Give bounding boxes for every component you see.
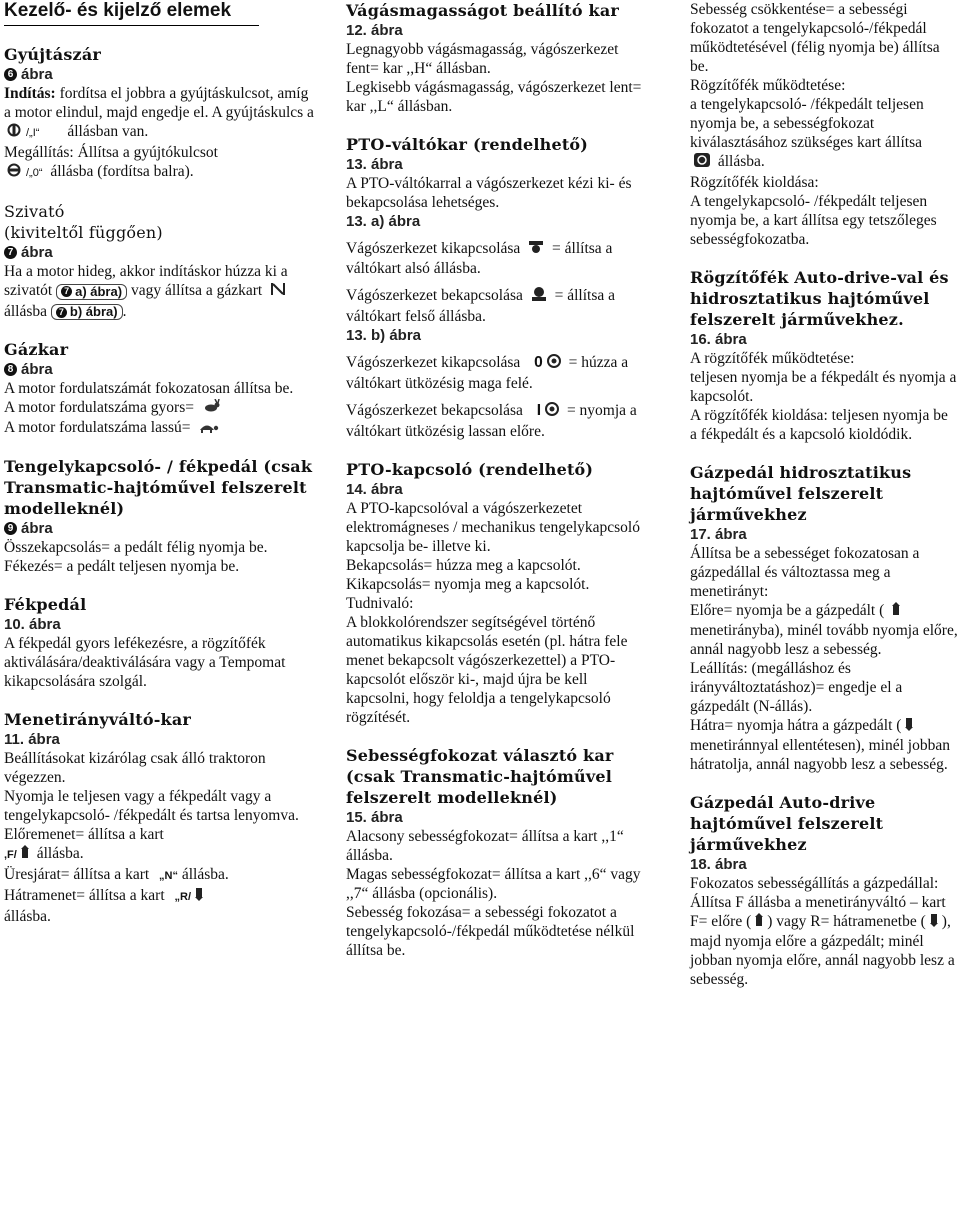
figure-ref-14: 14. ábra xyxy=(346,480,403,498)
section-heading-gear-lever: Sebességfokozat választó kar (csak Transmatic-hajtóművel felszerelt modelleknél) xyxy=(346,745,614,807)
figure-number-badge: 9 xyxy=(4,522,17,535)
paragraph-engage: teljesen nyomja be a fékpedált és nyomja a kapcsolót. xyxy=(690,369,957,405)
paragraph-switch-on: Bekapcsolás= húzza meg a kapcsolót. xyxy=(346,556,581,574)
paragraph-engage: Összekapcsolás= a pedált félig nyomja be. xyxy=(4,538,268,556)
one-position-label: I xyxy=(536,402,542,419)
paragraph-pto-off xyxy=(346,239,646,278)
figure-ref-13b: 13. b) ábra xyxy=(346,326,422,344)
text: ) vagy R= hátramenetbe ( xyxy=(767,912,926,930)
paragraph-press-pedal: Nyomja le teljesen vagy a fékpedált vagy a tengelykapcsoló- /fékpedált és tartsa lenyomva. xyxy=(4,787,299,824)
text: A motor fordulatszáma lassú= xyxy=(4,418,191,436)
paragraph-pto-push xyxy=(346,401,646,441)
paragraph-throttle: A motor fordulatszámát fokozatosan állítsa be. xyxy=(4,380,294,397)
paragraph-slow-down: Sebesség csökkentése= a sebességi fokozatot a tengelykapcsoló-/fékpedál működtetésével (félig nyomja be) állítsa be. xyxy=(690,1,940,75)
figure-label: ábra xyxy=(21,66,53,83)
bold-label: Indítás: xyxy=(4,85,56,102)
text: = állítsa a váltókart alsó állásba. xyxy=(346,240,613,277)
section-heading-choke-sub: (kiviteltől függően) xyxy=(4,223,163,242)
text: Vágószerkezet kikapcsolása xyxy=(346,354,521,371)
figure-number-badge: 7 xyxy=(4,246,17,259)
paragraph-choke xyxy=(4,262,314,321)
cutter-off-icon xyxy=(527,240,545,259)
reverse-position-icon: „R/ xyxy=(174,890,192,903)
text: ( xyxy=(879,602,889,619)
paragraph-engage-label: A rögzítőfék működtetése: xyxy=(690,350,855,367)
paragraph-note: A blokkolórendszer segítségével történő automatikus kikapcsolás esetén (pl. hátra fele menet bekapcsolt vágószerkezettel) a PTO-kapcsolót először ki-, majd újra be kell kapcsolni, hogy feloldja a tengelykapcsoló rögzítését. xyxy=(346,613,628,726)
forward-position-icon: ,F/ xyxy=(4,848,17,861)
paragraph-note-label: Tudnivaló: xyxy=(346,594,414,612)
paragraph-slow xyxy=(4,418,314,438)
forward-tractor-icon xyxy=(20,845,30,864)
column-1 xyxy=(4,0,314,926)
paragraph-release-auto: A rögzítőfék kioldása: teljesen nyomja be a fékpedált és a kapcsoló kioldódik. xyxy=(690,407,948,443)
key-on-icon-text: /„I“ xyxy=(26,127,40,139)
paragraph-release: A tengelykapcsoló- /fékpedált teljesen nyomja be, a kart állítsa egy tetszőleges sebességfokozatba. xyxy=(690,193,937,248)
paragraph-stop: Leállítás: (megálláshoz és irányváltoztatáshoz)= engedje el a gázpedált (N-állás). xyxy=(690,659,903,715)
figure-pill-label: a) ábra) xyxy=(75,283,123,299)
figure-ref-17: 17. ábra xyxy=(690,526,747,543)
cutter-on-icon xyxy=(530,286,548,307)
paragraph-reverse xyxy=(690,716,958,774)
paragraph-neutral xyxy=(4,865,314,886)
text: állásba. xyxy=(36,844,84,862)
paragraph-forward: Előremenet= állítsa a kart xyxy=(4,825,164,843)
figure-pill-7a xyxy=(56,284,127,300)
paragraph-release-label: Rögzítőfék kioldása: xyxy=(690,174,819,191)
key-off-icon-text: /„0“ xyxy=(26,167,43,179)
text: állásba (fordítsa balra). xyxy=(50,163,194,180)
paragraph-braking: Fékezés= a pedált teljesen nyomja be. xyxy=(4,557,240,575)
paragraph-forward xyxy=(690,601,958,659)
paragraph-min-height: Legkisebb vágásmagasság, vágószerkezet lent= kar ,,L“ állásban. xyxy=(346,79,642,115)
figure-label: ábra xyxy=(21,519,53,537)
forward-tractor-icon xyxy=(891,602,901,621)
figure-ref-13a: 13. a) ábra xyxy=(346,213,421,230)
section-heading-choke: Szivató xyxy=(4,202,65,221)
text: Vágószerkezet kikapcsolása xyxy=(346,240,521,257)
figure-number-badge: 7 xyxy=(61,286,72,297)
figure-ref-9 xyxy=(4,519,314,538)
key-off-icon xyxy=(7,163,23,182)
paragraph-max-height: Legnagyobb vágásmagasság, vágószerkezet fent= kar ,,H“ állásban. xyxy=(346,41,619,77)
reverse-tractor-icon xyxy=(904,717,914,736)
turtle-icon xyxy=(197,419,219,438)
paragraph-fast xyxy=(4,398,314,418)
figure-ref-15: 15. ábra xyxy=(346,808,403,826)
paragraph-parking-brake: Rögzítőfék működtetése: xyxy=(690,77,846,94)
figure-ref-16: 16. ábra xyxy=(690,331,747,348)
text: = nyomja a váltókart ütközésig lassan előre. xyxy=(346,402,637,440)
text: állásba xyxy=(4,303,48,320)
section-heading-ignition: Gyújtászár xyxy=(4,45,102,64)
text: vagy állítsa a gázkart xyxy=(130,282,263,300)
paragraph-forward-icon xyxy=(4,844,314,865)
paragraph-switch-off: Kikapcsolás= nyomja meg a kapcsolót. xyxy=(346,575,590,593)
page-title: Kezelő- és kijelző elemek xyxy=(4,0,259,26)
text: fordítsa el jobbra a gyújtáskulcsot, amíg a motor elindul, majd engedje el. A gyújtáskulcs a xyxy=(4,85,314,121)
paragraph-hydro-intro: Állítsa be a sebességet fokozatosan a gázpedállal és változtassa meg a menetirányt: xyxy=(690,545,920,600)
text: ), majd nyomja előre a gázpedált; minél jobban nyomja előre, annál nagyobb lesz a sebesség. xyxy=(690,912,955,988)
column-2 xyxy=(346,0,646,960)
paragraph-stationary: Beállításokat kizárólag csak álló traktoron végezzen. xyxy=(4,749,266,786)
figure-ref-18: 18. ábra xyxy=(690,855,747,873)
figure-ref-8 xyxy=(4,360,314,379)
figure-number-badge: 8 xyxy=(4,363,17,376)
paragraph-pto-pull xyxy=(346,353,646,393)
section-heading-pto-switch: PTO-kapcsoló (rendelhető) xyxy=(346,459,594,479)
text: Ha a motor hideg, akkor indításkor húzza ki a szivatót xyxy=(4,263,288,300)
blade-gear-icon xyxy=(544,401,560,422)
figure-label: ábra xyxy=(21,361,53,378)
text: Előre= nyomja be a gázpedált xyxy=(690,602,876,619)
figure-number-badge: 7 xyxy=(56,307,67,318)
paragraph-pto-switch: A PTO-kapcsolóval a vágószerkezetet elektromágneses / mechanikus tengelykapcsoló kapcsolja be- illetve ki. xyxy=(346,499,640,555)
figure-ref-13: 13. ábra xyxy=(346,156,403,173)
section-heading-pto-lever: PTO-váltókar (rendelhető) xyxy=(346,135,589,154)
paragraph-auto-detail xyxy=(690,893,958,989)
paragraph-position-off xyxy=(4,162,314,183)
key-on-icon xyxy=(7,123,23,142)
figure-ref-10: 10. ábra xyxy=(4,615,61,633)
section-heading-direction-lever: Menetirányváltó-kar xyxy=(4,709,192,729)
neutral-position-icon: „N“ xyxy=(159,869,178,882)
section-heading-hydro-pedal: Gázpedál hidrosztatikus hajtóművel felszerelt járművekhez xyxy=(690,463,912,524)
figure-ref-12: 12. ábra xyxy=(346,22,403,39)
paragraph-start xyxy=(4,84,314,122)
reverse-tractor-icon xyxy=(194,887,204,906)
paragraph-stop: Megállítás: Állítsa a gyújtókulcsot xyxy=(4,144,218,161)
zero-position-label: 0 xyxy=(534,354,543,371)
paragraph-low-gear: Alacsony sebességfokozat= állítsa a kart ,,1“ állásba. xyxy=(346,827,624,864)
paragraph-position-on xyxy=(4,122,314,143)
section-heading-brake-pedal: Fékpedál xyxy=(4,594,87,614)
figure-ref-6 xyxy=(4,65,314,84)
text: Üresjárat= állítsa a kart xyxy=(4,865,150,883)
text: . xyxy=(122,303,127,320)
section-heading-auto-drive-pedal: Gázpedál Auto-drive hajtóművel felszerelt járművekhez xyxy=(690,792,884,854)
text: Állítsa F állásba a menetirányváltó – kart F= előre ( xyxy=(690,893,946,930)
paragraph-reverse-end: állásba. xyxy=(4,907,51,925)
paragraph-speed-up: Sebesség fokozása= a sebességi fokozatot a tengelykapcsoló-/fékpedál működtetése nélkül állítsa be. xyxy=(346,903,635,959)
text: a tengelykapcsoló- /fékpedált teljesen nyomja be, a sebességfokozat kiválasztásához szükséges kart állítsa xyxy=(690,96,924,151)
figure-pill-7b xyxy=(51,304,123,320)
paragraph-high-gear: Magas sebességfokozat= állítsa a kart ,,6“ vagy ,,7“ állásba (opcionális). xyxy=(346,865,641,902)
section-heading-parking-brake-auto: Rögzítőfék Auto-drive-val és hidrosztatikus hajtóművel felszerelt járművekhez. xyxy=(690,268,949,329)
text: = állítsa a váltókart felső állásba. xyxy=(346,287,616,325)
text: állásba. xyxy=(717,153,765,171)
text: menetirányba), minél tovább nyomja előre, annál nagyobb lesz a sebesség. xyxy=(690,621,958,658)
paragraph-pto-lever: A PTO-váltókarral a vágószerkezet kézi ki- és bekapcsolása lehetséges. xyxy=(346,175,632,211)
figure-number-badge: 6 xyxy=(4,68,17,81)
hare-icon xyxy=(201,399,223,418)
figure-label: ábra xyxy=(21,244,53,261)
text: A motor fordulatszáma gyors= xyxy=(4,399,194,416)
text: állásban van. xyxy=(67,123,149,140)
text: Hátramenet= állítsa a kart xyxy=(4,886,165,904)
text: Vágószerkezet bekapcsolása xyxy=(346,402,523,419)
section-heading-clutch-brake: Tengelykapcsoló- / fékpedál (csak Transmatic-hajtóművel felszerelt modelleknél) xyxy=(4,456,313,518)
blade-gear-icon xyxy=(546,353,562,374)
paragraph-parking-brake-set xyxy=(690,95,958,173)
figure-ref-7 xyxy=(4,243,314,262)
text: menetiránnyal ellentétesen), minél jobban hátratolja, annál nagyobb lesz a sebesség. xyxy=(690,736,950,773)
parking-brake-icon xyxy=(693,152,711,173)
forward-tractor-icon xyxy=(754,913,764,932)
section-heading-throttle: Gázkar xyxy=(4,340,69,359)
throttle-choke-icon xyxy=(269,281,287,302)
paragraph-brake-pedal: A fékpedál gyors lefékezésre, a rögzítőfék aktiválására/deaktiválására vagy a Tempomat kikapcsolására szolgál. xyxy=(4,634,286,690)
section-heading-cutting-height: Vágásmagasságot beállító kar xyxy=(346,1,620,20)
reverse-tractor-icon xyxy=(929,913,939,932)
figure-pill-label: b) ábra) xyxy=(69,304,118,320)
text: állásba. xyxy=(181,865,229,883)
text: Hátra= nyomja hátra a gázpedált ( xyxy=(690,716,902,734)
paragraph-pto-on xyxy=(346,286,646,326)
text: = húzza a váltókart ütközésig maga felé. xyxy=(346,354,629,392)
figure-ref-11: 11. ábra xyxy=(4,730,60,748)
column-3 xyxy=(690,0,958,989)
paragraph-auto-intro: Fokozatos sebességállítás a gázpedállal: xyxy=(690,874,939,892)
paragraph-reverse xyxy=(4,886,314,907)
text: Vágószerkezet bekapcsolása xyxy=(346,287,523,304)
